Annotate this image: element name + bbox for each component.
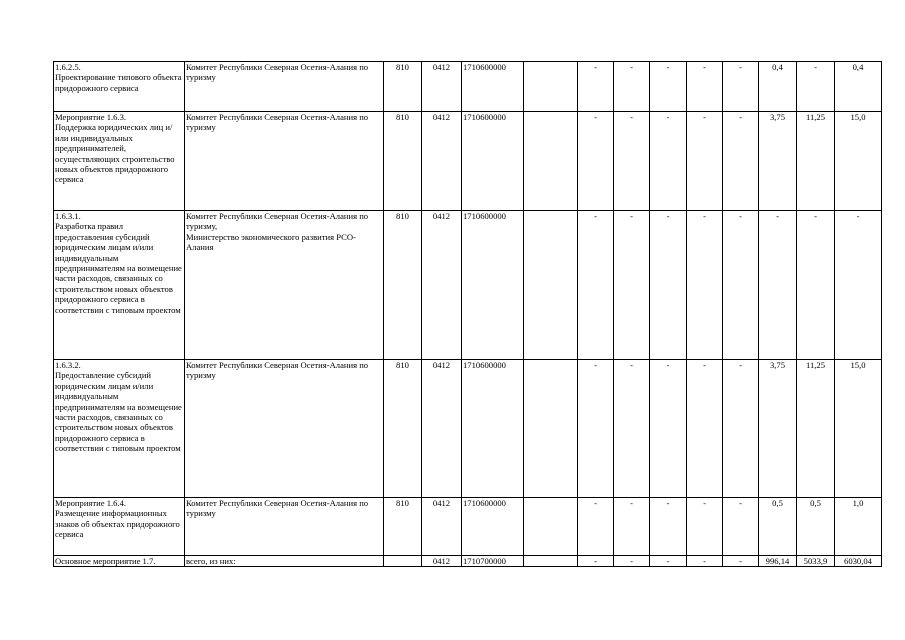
grbs-code-cell: 810 (384, 62, 422, 112)
amount-cell: - (687, 211, 723, 360)
amount-cell: 0,5 (759, 498, 797, 556)
amount-cell: - (687, 360, 723, 498)
csr-code-cell: 1710600000 (462, 112, 524, 211)
amount-cell: - (650, 62, 687, 112)
amount-cell: - (650, 556, 687, 567)
amount-cell: - (614, 112, 650, 211)
rzpr-code-cell: 0412 (422, 211, 462, 360)
executor-cell: Комитет Республики Северная Осетия-Алания по туризму (185, 498, 384, 556)
executor-cell: Комитет Республики Северная Осетия-Алания по туризму (185, 112, 384, 211)
vr-code-cell (524, 498, 578, 556)
amount-cell: 1,0 (835, 498, 882, 556)
amount-cell: - (723, 211, 759, 360)
budget-table (53, 61, 882, 567)
amount-cell: 15,0 (835, 360, 882, 498)
grbs-code-cell: 810 (384, 498, 422, 556)
event-name-cell: Мероприятие 1.6.3. Поддержка юридических лиц и/или индивидуальных предпринимателей, осуществляющих строительство новых объектов придорожного сервиса (54, 112, 185, 211)
event-name-cell: 1.6.3.2. Предоставление субсидий юридическим лицам и/или индивидуальным предпринимателям на возмещение части расходов, связанных со строительством новых объектов придорожного сервиса в соответствии с типовым проектом (54, 360, 185, 498)
vr-code-cell (524, 211, 578, 360)
amount-cell: - (614, 556, 650, 567)
csr-code-cell: 1710600000 (462, 62, 524, 112)
amount-cell: - (650, 211, 687, 360)
amount-cell: 0,4 (835, 62, 882, 112)
event-name-cell: 1.6.2.5. Проектирование типового объекта придорожного сервиса (54, 62, 185, 112)
amount-cell: 3,75 (759, 112, 797, 211)
amount-cell: - (650, 498, 687, 556)
event-name-cell: Основное мероприятие 1.7. (54, 556, 185, 567)
grbs-code-cell: 810 (384, 211, 422, 360)
csr-code-cell: 1710600000 (462, 498, 524, 556)
amount-cell: - (687, 112, 723, 211)
amount-cell: 11,25 (797, 360, 835, 498)
amount-cell: - (578, 498, 614, 556)
event-name-cell: Мероприятие 1.6.4. Размещение информационных знаков об объектах придорожного сервиса (54, 498, 185, 556)
amount-cell: 11,25 (797, 112, 835, 211)
amount-cell: - (687, 62, 723, 112)
amount-cell: - (723, 360, 759, 498)
executor-cell: всего, из них: (185, 556, 384, 567)
table-row (54, 498, 882, 556)
amount-cell: 0,5 (797, 498, 835, 556)
amount-cell: - (835, 211, 882, 360)
amount-cell: - (614, 498, 650, 556)
amount-cell: - (578, 62, 614, 112)
amount-cell: 0,4 (759, 62, 797, 112)
rzpr-code-cell: 0412 (422, 556, 462, 567)
table-row (54, 211, 882, 360)
amount-cell: - (578, 112, 614, 211)
amount-cell: - (614, 62, 650, 112)
vr-code-cell (524, 556, 578, 567)
csr-code-cell: 1710600000 (462, 360, 524, 498)
amount-cell: - (723, 556, 759, 567)
executor-cell: Комитет Республики Северная Осетия-Алания по туризму, Министерство экономического развития РСО-Алания (185, 211, 384, 360)
vr-code-cell (524, 112, 578, 211)
vr-code-cell (524, 360, 578, 498)
amount-cell: - (578, 360, 614, 498)
amount-cell: - (723, 62, 759, 112)
amount-cell: - (614, 211, 650, 360)
grbs-code-cell: 810 (384, 360, 422, 498)
amount-cell: - (614, 360, 650, 498)
amount-cell: 6030,04 (835, 556, 882, 567)
amount-cell: - (723, 498, 759, 556)
table-row (54, 556, 882, 567)
amount-cell: 996,14 (759, 556, 797, 567)
amount-cell: - (578, 556, 614, 567)
csr-code-cell: 1710700000 (462, 556, 524, 567)
amount-cell: - (687, 556, 723, 567)
table-row (54, 112, 882, 211)
vr-code-cell (524, 62, 578, 112)
table-row (54, 360, 882, 498)
executor-cell: Комитет Республики Северная Осетия-Алания по туризму (185, 360, 384, 498)
amount-cell: - (723, 112, 759, 211)
amount-cell: - (797, 211, 835, 360)
amount-cell: - (687, 498, 723, 556)
amount-cell: - (650, 360, 687, 498)
amount-cell: - (759, 211, 797, 360)
amount-cell: 5033,9 (797, 556, 835, 567)
table-row (54, 62, 882, 112)
amount-cell: - (578, 211, 614, 360)
rzpr-code-cell: 0412 (422, 112, 462, 211)
table-body (54, 62, 882, 567)
rzpr-code-cell: 0412 (422, 62, 462, 112)
csr-code-cell: 1710600000 (462, 211, 524, 360)
amount-cell: 15,0 (835, 112, 882, 211)
amount-cell: - (650, 112, 687, 211)
amount-cell: 3,75 (759, 360, 797, 498)
executor-cell: Комитет Республики Северная Осетия-Алания по туризму (185, 62, 384, 112)
grbs-code-cell (384, 556, 422, 567)
rzpr-code-cell: 0412 (422, 360, 462, 498)
amount-cell: - (797, 62, 835, 112)
grbs-code-cell: 810 (384, 112, 422, 211)
rzpr-code-cell: 0412 (422, 498, 462, 556)
event-name-cell: 1.6.3.1. Разработка правил предоставления субсидий юридическим лицам и/или индивидуальным предпринимателям на возмещение части расходов, связанных со строительством новых объектов придорожного сервиса в соответствии с типовым проектом (54, 211, 185, 360)
